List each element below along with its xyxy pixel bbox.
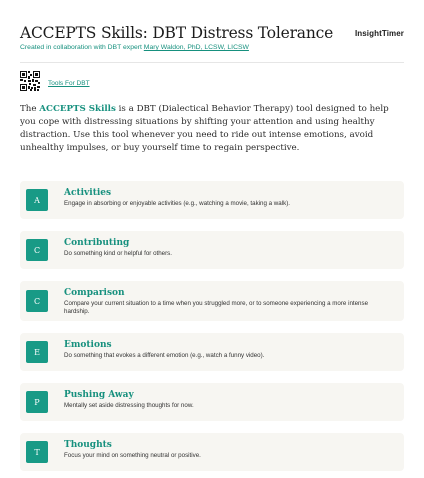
skill-card-emotions [20,333,404,371]
subtitle [20,44,249,51]
skill-card-contributing [20,231,404,269]
skill-title: Activities [64,188,112,198]
skill-cards [20,181,404,478]
skill-description: Do something that evokes a different emotion (e.g., watch a funny video). [64,352,265,359]
letter-badge: C [26,290,48,312]
skill-description: Mentally set aside distressing thoughts for now. [64,402,194,409]
skill-description: Focus your mind on something neutral or positive. [64,452,201,459]
accepts-skills-link[interactable]: ACCEPTS Skills [39,104,116,114]
letter-badge: T [26,441,48,463]
skill-card-activities [20,181,404,219]
expert-link[interactable]: Mary Waldon, PhD, LCSW, LICSW [143,44,249,51]
skill-title: Contributing [64,238,130,248]
letter-badge: E [26,341,48,363]
skill-card-thoughts [20,433,404,471]
header-divider [20,62,404,63]
skill-title: Comparison [64,288,125,298]
tool-row [20,71,404,99]
skill-card-pushing-away [20,383,404,421]
tools-for-dbt-link[interactable]: Tools For DBT [48,80,90,87]
skill-description: Engage in absorbing or enjoyable activities (e.g., watching a movie, taking a walk). [64,200,290,207]
letter-badge: C [26,239,48,261]
subtitle-prefix: Created in collaboration with DBT expert [20,44,144,51]
document-page [20,24,404,478]
skill-title: Pushing Away [64,390,134,400]
skill-title: Thoughts [64,440,112,450]
letter-badge: P [26,391,48,413]
skill-card-comparison [20,281,404,321]
intro-paragraph [20,103,404,155]
intro-prefix: The [20,104,40,114]
skill-title: Emotions [64,340,112,350]
header [20,24,404,58]
letter-badge: A [26,189,48,211]
intro-body: is a DBT (Dialectical Behavior Therapy) tool designed to help you cope with distressing situations by shifting your attention and using healthy distraction. Use this tool whenever you need to ride out intense emotions, avoid unhealthy impulses, or buy yourself time to regain perspective. [20,104,389,153]
qr-code-icon [20,71,40,91]
skill-description: Do something kind or helpful for others. [64,250,172,257]
skill-description: Compare your current situation to a time when you struggled more, or to someone experiencing a more intense hardship. [64,300,369,315]
brand-logo: InsightTimer [354,29,404,38]
page-title: ACCEPTS Skills: DBT Distress Tolerance [20,24,334,42]
